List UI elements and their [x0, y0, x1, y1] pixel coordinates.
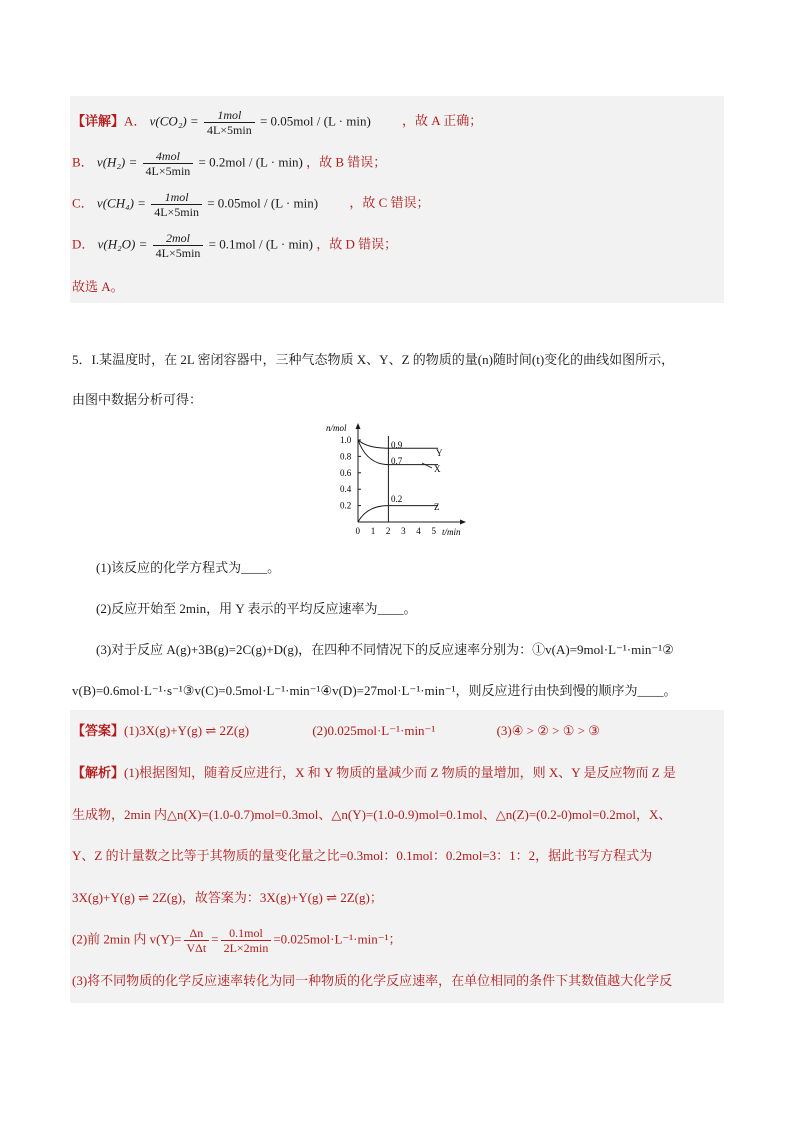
answer-3: (3)④ > ② > ① > ③ — [496, 723, 600, 738]
question5-line2: 由图中数据分析可得： — [72, 392, 203, 407]
x-tick-5: 5 — [431, 526, 436, 536]
analysis-5-fraction-2: $\frac{\text{0.1mol}}{2L\times 2\min}$ — [221, 926, 272, 955]
x-tick-2: 2 — [385, 526, 391, 536]
detail-line-c — [72, 190, 429, 219]
analysis-5-fraction-1: $\frac{\Delta n}{\text{VΔt}}$ — [184, 926, 210, 955]
analysis-5-eq: = — [211, 931, 219, 947]
option-c-rhs: = 0.05mol / (L · min) — [207, 195, 319, 211]
series-y-label: Y — [436, 448, 443, 458]
series-z-curve — [358, 506, 438, 522]
x-tick-0: 0 — [355, 526, 360, 536]
x-tick-1: 1 — [370, 526, 376, 536]
option-d-fraction: $\frac{\text{2mol}}{4L\times 5\min}$ — [153, 231, 204, 260]
x-leader-line — [422, 463, 432, 468]
option-c-fraction: $\frac{\text{1mol}}{4L\times 5\min}$ — [151, 190, 202, 219]
option-c-lhs: v(CH₄) = — [96, 195, 146, 211]
option-d-suffix: ，故 D 错误； — [316, 236, 398, 252]
analysis-5-suffix: =0.025mol·L⁻¹·min⁻¹； — [273, 931, 402, 947]
y-tick-1: 0.8 — [340, 451, 352, 462]
option-b-rhs: = 0.2mol / (L · min) — [198, 154, 303, 170]
series-z-label: Z — [434, 502, 440, 512]
detail-line-a — [72, 108, 482, 137]
question5-line1: 5．I.某温度时，在 2L 密闭容器中，三种气态物质 X、Y、Z 的物质的量(n)随时间(t)变化的曲线如图所示， — [72, 352, 675, 367]
analysis-label: 【解析】 — [72, 765, 125, 780]
analysis-5-prefix: (2)前 2min 内 v(Y)= — [72, 931, 182, 947]
x-tick-labels — [356, 526, 437, 536]
x-axis-label: t/min — [442, 527, 461, 537]
option-c-prefix: C． — [72, 195, 94, 211]
option-a-prefix: A． — [124, 113, 147, 129]
answer-label: 【答案】 — [72, 723, 125, 738]
analysis-line1 — [72, 764, 676, 782]
detail-conclusion: 故选 A。 — [72, 279, 124, 294]
option-d-prefix: D． — [72, 236, 95, 252]
detail-line-d — [72, 231, 397, 260]
answer-1: (1)3X(g)+Y(g) ⇌ 2Z(g) — [124, 723, 250, 738]
y-tick-2: 0.6 — [340, 467, 352, 478]
option-a-suffix: ，故 A 正确； — [402, 113, 483, 129]
answer-2: (2)0.025mol·L⁻¹·min⁻¹ — [312, 723, 436, 738]
x-axis-arrow — [460, 520, 466, 525]
analysis-line5 — [72, 926, 402, 955]
detail-line-b — [72, 149, 386, 178]
x-tick-4: 4 — [416, 526, 421, 536]
y-axis-label: n/mol — [326, 423, 347, 433]
question5-q1: (1)该反应的化学方程式为____。 — [96, 560, 281, 575]
option-a-lhs: v(CO₂) = — [149, 113, 199, 129]
option-a-fraction: $\frac{\text{1mol}}{4L\times 5\min}$ — [204, 108, 255, 137]
question5-q3b: v(B)=0.6mol·L⁻¹·s⁻¹③v(C)=0.5mol·L⁻¹·min⁻¹④v(D)=27mol·L⁻¹·min⁻¹，则反应进行由快到慢的顺序为____。 — [72, 683, 677, 698]
question5-q2: (2)反应开始至 2min，用 Y 表示的平均反应速率为____。 — [96, 601, 417, 616]
label-0-2: 0.2 — [391, 494, 403, 504]
series-x-label: X — [434, 464, 441, 474]
option-b-fraction: $\frac{\text{4mol}}{4L\times 5\min}$ — [143, 149, 194, 178]
option-b-lhs: v(H₂) = — [96, 154, 138, 170]
analysis-line4: 3X(g)+Y(g) ⇌ 2Z(g)，故答案为：3X(g)+Y(g) ⇌ 2Z(g)； — [72, 890, 383, 905]
y-tick-4: 0.2 — [340, 500, 352, 511]
option-a-rhs: = 0.05mol / (L · min) — [259, 113, 371, 129]
answer-line — [72, 722, 600, 740]
label-0-9: 0.9 — [391, 440, 403, 450]
analysis-line3: Y、Z 的计量数之比等于其物质的量变化量之比=0.3mol：0.1mol：0.2mol=3：1：2，据此书写方程式为 — [72, 848, 653, 863]
analysis-line6: (3)将不同物质的化学反应速率转化为同一种物质的化学反应速率，在单位相同的条件下其数值越大化学反 — [72, 973, 673, 988]
analysis-text-1: (1)根据图知，随着反应进行，X 和 Y 物质的量减少而 Z 物质的量增加，则 X、Y 是反应物而 Z 是 — [124, 765, 676, 780]
nt-graph — [322, 420, 472, 540]
detail-label: 【详解】 — [72, 113, 125, 129]
option-b-prefix: B． — [72, 154, 94, 170]
y-tick-3: 0.4 — [340, 484, 352, 495]
label-0-7: 0.7 — [391, 456, 403, 466]
analysis-line2: 生成物，2min 内△n(X)=(1.0-0.7)mol=0.3mol、△n(Y)=(1.0-0.9)mol=0.1mol、△n(Z)=(0.2-0)mol=0.2mol，X、 — [72, 807, 672, 822]
option-b-suffix: ，故 B 错误； — [306, 154, 387, 170]
option-d-lhs: v(H₂O) = — [97, 236, 148, 252]
x-tick-3: 3 — [401, 526, 406, 536]
question5-q3a: (3)对于反应 A(g)+3B(g)=2C(g)+D(g)，在四种不同情况下的反应速率分别为：①v(A)=9mol·L⁻¹·min⁻¹② — [96, 642, 674, 657]
option-c-suffix: ，故 C 错误； — [349, 195, 430, 211]
option-d-rhs: = 0.1mol / (L · min) — [208, 236, 313, 252]
y-tick-0: 1.0 — [340, 435, 352, 445]
y-axis-arrow — [356, 423, 361, 429]
